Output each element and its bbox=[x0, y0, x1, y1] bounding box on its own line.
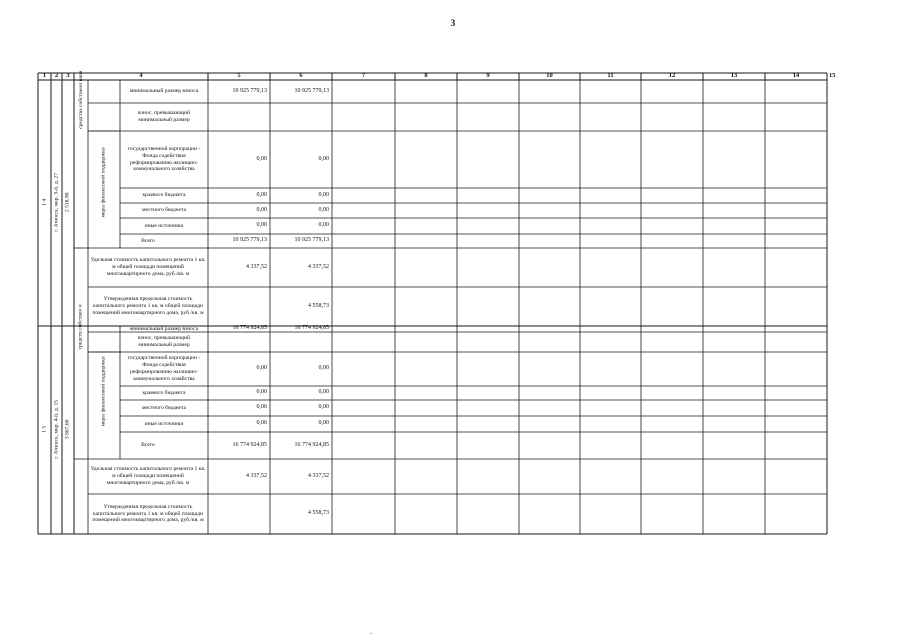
row-label: минимальный размер взноса bbox=[129, 88, 199, 94]
value-col6: 0,00 bbox=[318, 206, 329, 213]
value-col6: 0,00 bbox=[318, 404, 329, 411]
page-number: 3 bbox=[450, 18, 456, 28]
limit-cost-col5 bbox=[208, 494, 270, 534]
column-number-header: 10 bbox=[546, 72, 553, 80]
value-col5 bbox=[208, 103, 270, 131]
column-number-header: 7 bbox=[361, 72, 366, 80]
row-label: краевого бюджета bbox=[142, 192, 186, 198]
row-number: 1 5 bbox=[41, 425, 48, 433]
row-label: государственной корпорации - Фонда содействия реформированию жилищно-коммунального хозяйства bbox=[127, 145, 201, 173]
total-label: Всего bbox=[141, 237, 155, 244]
row-label: местного бюджета bbox=[141, 207, 187, 213]
row-label: иные источники bbox=[144, 420, 184, 427]
row-label: минимальный размер взноса bbox=[129, 325, 199, 332]
group-own-funds: средств собствен н bbox=[77, 304, 84, 350]
value-col6 bbox=[270, 332, 332, 352]
column-number-header: 4 bbox=[139, 72, 143, 80]
row-label: краевого бюджета bbox=[142, 389, 186, 396]
value-col6: 0,00 bbox=[318, 420, 329, 427]
column-number-header: 14 bbox=[792, 72, 800, 80]
column-number-header: 12 bbox=[668, 72, 676, 80]
column-number-header: 15 bbox=[829, 72, 836, 80]
unit-cost-col6: 4 337,52 bbox=[308, 263, 329, 270]
value-col5: 0,00 bbox=[256, 365, 267, 372]
total-col5: 16 774 924,85 bbox=[232, 441, 267, 448]
value-col6: 0,00 bbox=[318, 389, 329, 396]
row-label: взнос, превышающий минимальный размер bbox=[138, 335, 190, 348]
limit-cost-col5 bbox=[208, 287, 270, 326]
value-col5: 0,00 bbox=[256, 420, 267, 427]
column-number-header: 1 bbox=[42, 72, 47, 80]
column-number-header: 9 bbox=[486, 72, 490, 80]
group-own-funds: средства собственн иков bbox=[77, 70, 84, 129]
column-number-header: 6 bbox=[299, 72, 303, 80]
value-col5: 0,00 bbox=[256, 222, 267, 229]
group-financial-support: меры финансовой поддержки bbox=[100, 356, 107, 427]
total-col6: 10 925 779,13 bbox=[294, 237, 329, 244]
column-number-header: 5 bbox=[237, 72, 241, 80]
total-label: Всего bbox=[141, 442, 155, 448]
column-number-header: 2 bbox=[54, 72, 59, 80]
row-label: взнос, превышающий минимальный размер bbox=[138, 110, 190, 123]
value-col6 bbox=[270, 103, 332, 131]
unit-cost-col5: 4 337,52 bbox=[246, 263, 267, 270]
unit-cost-col5: 4 337,52 bbox=[246, 472, 267, 479]
limit-cost-label: Утвержденная предельная стоимость капитального ремонта 1 кв. м общей площади помещений многоквартирного дома, руб./кв. м bbox=[92, 503, 204, 524]
group-financial-support: меры финансовой поддержки bbox=[100, 146, 107, 218]
limit-cost-label: Утвержденная предельная стоимость капитального ремонта 1 кв. м общей площади помещений многоквартирного дома, руб./кв. м bbox=[92, 296, 204, 316]
row-number: 1 4 bbox=[41, 198, 48, 206]
unit-cost-col6: 4 337,52 bbox=[308, 472, 329, 479]
value-col5: 0,00 bbox=[256, 389, 267, 396]
value-col6: 10 925 779,13 bbox=[294, 87, 329, 94]
house-address: г. Ачинск, мкр. 4-й, д. 15 bbox=[53, 399, 60, 459]
value-col6: 0,00 bbox=[318, 155, 329, 162]
row-label: местного бюджета bbox=[141, 404, 187, 411]
total-col6: 16 774 924,85 bbox=[294, 441, 329, 448]
value-col5: 0,00 bbox=[256, 206, 267, 213]
value-col6: 16 774 924,85 bbox=[294, 325, 329, 332]
value-col5: 16 774 924,85 bbox=[232, 325, 267, 332]
value-col6: 0,00 bbox=[318, 222, 329, 229]
column-number-header: 11 bbox=[607, 72, 614, 80]
value-col6: 0,00 bbox=[318, 191, 329, 198]
unit-cost-label: Удельная стоимость капитального ремонта 1 кв. м общей площади помещений многоквартирного дома, руб./кв. м bbox=[90, 257, 206, 277]
unit-cost-label: Удельная стоимость капитального ремонта 1 кв. м общей площади помещений многоквартирного дома, руб./кв. м bbox=[90, 466, 206, 486]
total-col5: 10 925 779,13 bbox=[232, 237, 267, 244]
house-address: г. Ачинск, мкр. 3-й, д. 27 bbox=[53, 172, 60, 232]
value-col5: 10 925 779,13 bbox=[232, 87, 267, 94]
column-number-header: 8 bbox=[424, 72, 428, 80]
scan-mark: . bbox=[370, 627, 372, 636]
value-col5: 0,00 bbox=[256, 155, 267, 162]
limit-cost-col6: 4 558,73 bbox=[308, 510, 329, 517]
row-label: иные источники bbox=[144, 222, 184, 229]
house-area: 2 518,90 bbox=[64, 192, 71, 213]
column-number-header: 13 bbox=[730, 72, 738, 80]
value-col5: 0,00 bbox=[256, 404, 267, 411]
value-col5: 0,00 bbox=[256, 191, 267, 198]
limit-cost-col6: 4 558,73 bbox=[308, 302, 329, 309]
column-number-header: 3 bbox=[66, 72, 70, 80]
value-col5 bbox=[208, 332, 270, 352]
house-area: 3 867,60 bbox=[64, 419, 71, 440]
value-col6: 0,00 bbox=[318, 365, 329, 372]
row-label: государственной корпорации - Фонда содействия реформированию жилищно-коммунального хозяйства bbox=[127, 355, 201, 382]
